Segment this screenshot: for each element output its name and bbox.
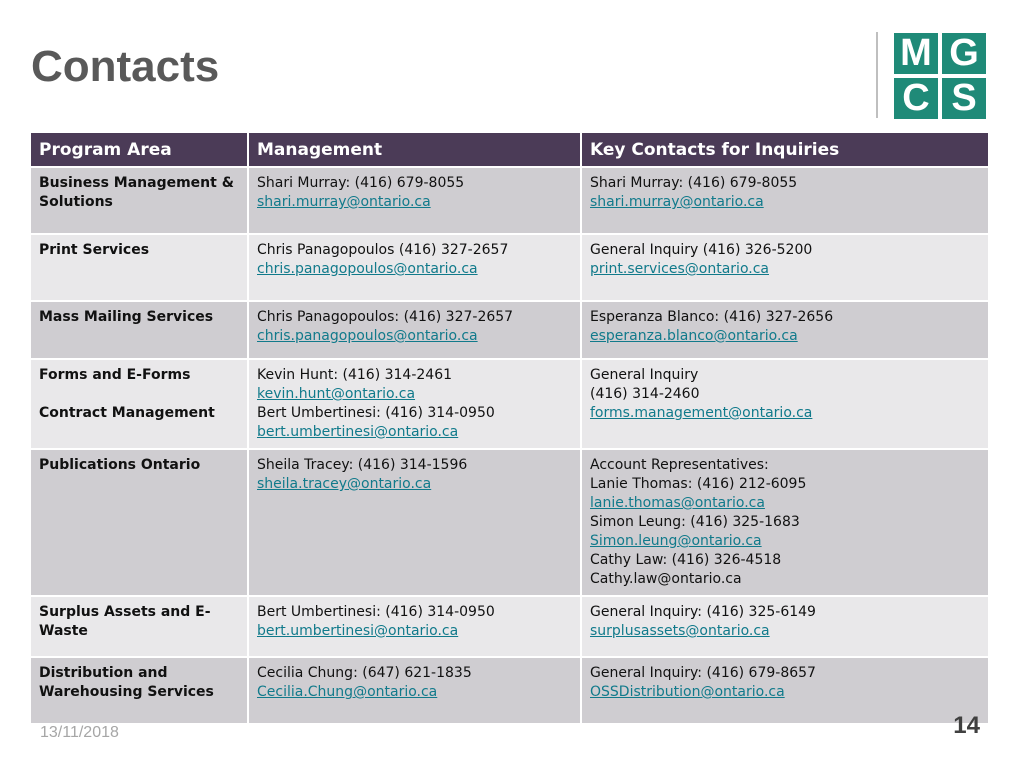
email-link[interactable]: esperanza.blanco@ontario.ca <box>590 328 798 344</box>
key-contacts-cell <box>581 359 989 449</box>
contact-line: General Inquiry (416) 326-5200 <box>590 242 813 258</box>
contact-line: General Inquiry: (416) 325-6149 <box>590 604 816 620</box>
contact-line: Shari Murray: (416) 679-8055 <box>590 175 798 191</box>
key-contacts-cell <box>581 301 989 359</box>
slide-title: Contacts <box>31 42 220 91</box>
table-row <box>30 596 989 657</box>
program-area-cell <box>30 359 248 449</box>
program-area-cell <box>30 596 248 657</box>
email-link[interactable]: forms.management@ontario.ca <box>590 405 813 421</box>
table-row <box>30 234 989 301</box>
contact-line: Chris Panagopoulos: (416) 327-2657 <box>257 309 514 325</box>
management-cell <box>248 657 581 724</box>
program-area-name: Contract Management <box>39 405 215 421</box>
logo-letter-g: G <box>942 33 986 74</box>
contact-line: Cathy Law: (416) 326-4518 <box>590 552 782 568</box>
contact-line: Simon Leung: (416) 325-1683 <box>590 514 800 530</box>
program-area-name: Forms and E-Forms <box>39 367 191 383</box>
key-contacts-cell <box>581 596 989 657</box>
program-area-name: Surplus Assets and E-Waste <box>39 604 211 639</box>
column-header-management: Management <box>248 132 581 167</box>
email-link[interactable]: kevin.hunt@ontario.ca <box>257 386 416 402</box>
program-area-name: Mass Mailing Services <box>39 309 214 325</box>
contact-line: Bert Umbertinesi: (416) 314-0950 <box>257 604 495 620</box>
email-link[interactable]: Cecilia.Chung@ontario.ca <box>257 684 438 700</box>
management-cell <box>248 449 581 596</box>
email-link[interactable]: chris.panagopoulos@ontario.ca <box>257 328 478 344</box>
table-row <box>30 167 989 234</box>
email-link[interactable]: bert.umbertinesi@ontario.ca <box>257 623 459 639</box>
email-link[interactable]: surplusassets@ontario.ca <box>590 623 770 639</box>
email-link[interactable]: sheila.tracey@ontario.ca <box>257 476 432 492</box>
contacts-table <box>29 131 990 725</box>
table-row <box>30 449 989 596</box>
contact-line: Account Representatives: <box>590 457 769 473</box>
contact-line: Sheila Tracey: (416) 314-1596 <box>257 457 468 473</box>
mgcs-logo <box>894 33 986 119</box>
management-cell <box>248 167 581 234</box>
logo-letter-m: M <box>894 33 938 74</box>
area-spacer <box>39 385 239 404</box>
contact-line: Cecilia Chung: (647) 621-1835 <box>257 665 472 681</box>
key-contacts-cell <box>581 167 989 234</box>
program-area-name: Business Management & Solutions <box>39 175 234 210</box>
program-area-cell <box>30 167 248 234</box>
table-row <box>30 301 989 359</box>
column-header-program-area: Program Area <box>30 132 248 167</box>
column-header-key-contacts: Key Contacts for Inquiries <box>581 132 989 167</box>
program-area-cell <box>30 234 248 301</box>
program-area-cell <box>30 301 248 359</box>
key-contacts-cell <box>581 449 989 596</box>
program-area-name: Publications Ontario <box>39 457 201 473</box>
logo-divider <box>876 32 878 118</box>
page-number: 14 <box>953 712 980 739</box>
program-area-cell <box>30 657 248 724</box>
table-header-row <box>30 132 989 167</box>
contact-line: Cathy.law@ontario.ca <box>590 571 742 587</box>
table-row <box>30 359 989 449</box>
email-link[interactable]: lanie.thomas@ontario.ca <box>590 495 765 511</box>
contact-line: General Inquiry <box>590 367 699 383</box>
logo-letter-s: S <box>942 78 986 119</box>
contact-line: (416) 314-2460 <box>590 386 700 402</box>
email-link[interactable]: bert.umbertinesi@ontario.ca <box>257 424 459 440</box>
table-row <box>30 657 989 724</box>
management-cell <box>248 359 581 449</box>
contact-line: Chris Panagopoulos (416) 327-2657 <box>257 242 509 258</box>
management-cell <box>248 234 581 301</box>
contact-line: General Inquiry: (416) 679-8657 <box>590 665 816 681</box>
program-area-cell <box>30 449 248 596</box>
logo-letter-c: C <box>894 78 938 119</box>
email-link[interactable]: OSSDistribution@ontario.ca <box>590 684 785 700</box>
management-cell <box>248 596 581 657</box>
management-cell <box>248 301 581 359</box>
program-area-name: Distribution and Warehousing Services <box>39 665 214 700</box>
contact-line: Bert Umbertinesi: (416) 314-0950 <box>257 405 495 421</box>
program-area-name: Print Services <box>39 242 150 258</box>
contact-line: Shari Murray: (416) 679-8055 <box>257 175 465 191</box>
contact-line: Lanie Thomas: (416) 212-6095 <box>590 476 807 492</box>
email-link[interactable]: chris.panagopoulos@ontario.ca <box>257 261 478 277</box>
email-link[interactable]: shari.murray@ontario.ca <box>590 194 764 210</box>
footer-date: 13/11/2018 <box>40 724 119 741</box>
key-contacts-cell <box>581 234 989 301</box>
contact-line: Esperanza Blanco: (416) 327-2656 <box>590 309 834 325</box>
email-link[interactable]: print.services@ontario.ca <box>590 261 769 277</box>
email-link[interactable]: Simon.leung@ontario.ca <box>590 533 762 549</box>
table-body <box>30 167 989 724</box>
key-contacts-cell <box>581 657 989 724</box>
contact-line: Kevin Hunt: (416) 314-2461 <box>257 367 453 383</box>
email-link[interactable]: shari.murray@ontario.ca <box>257 194 431 210</box>
